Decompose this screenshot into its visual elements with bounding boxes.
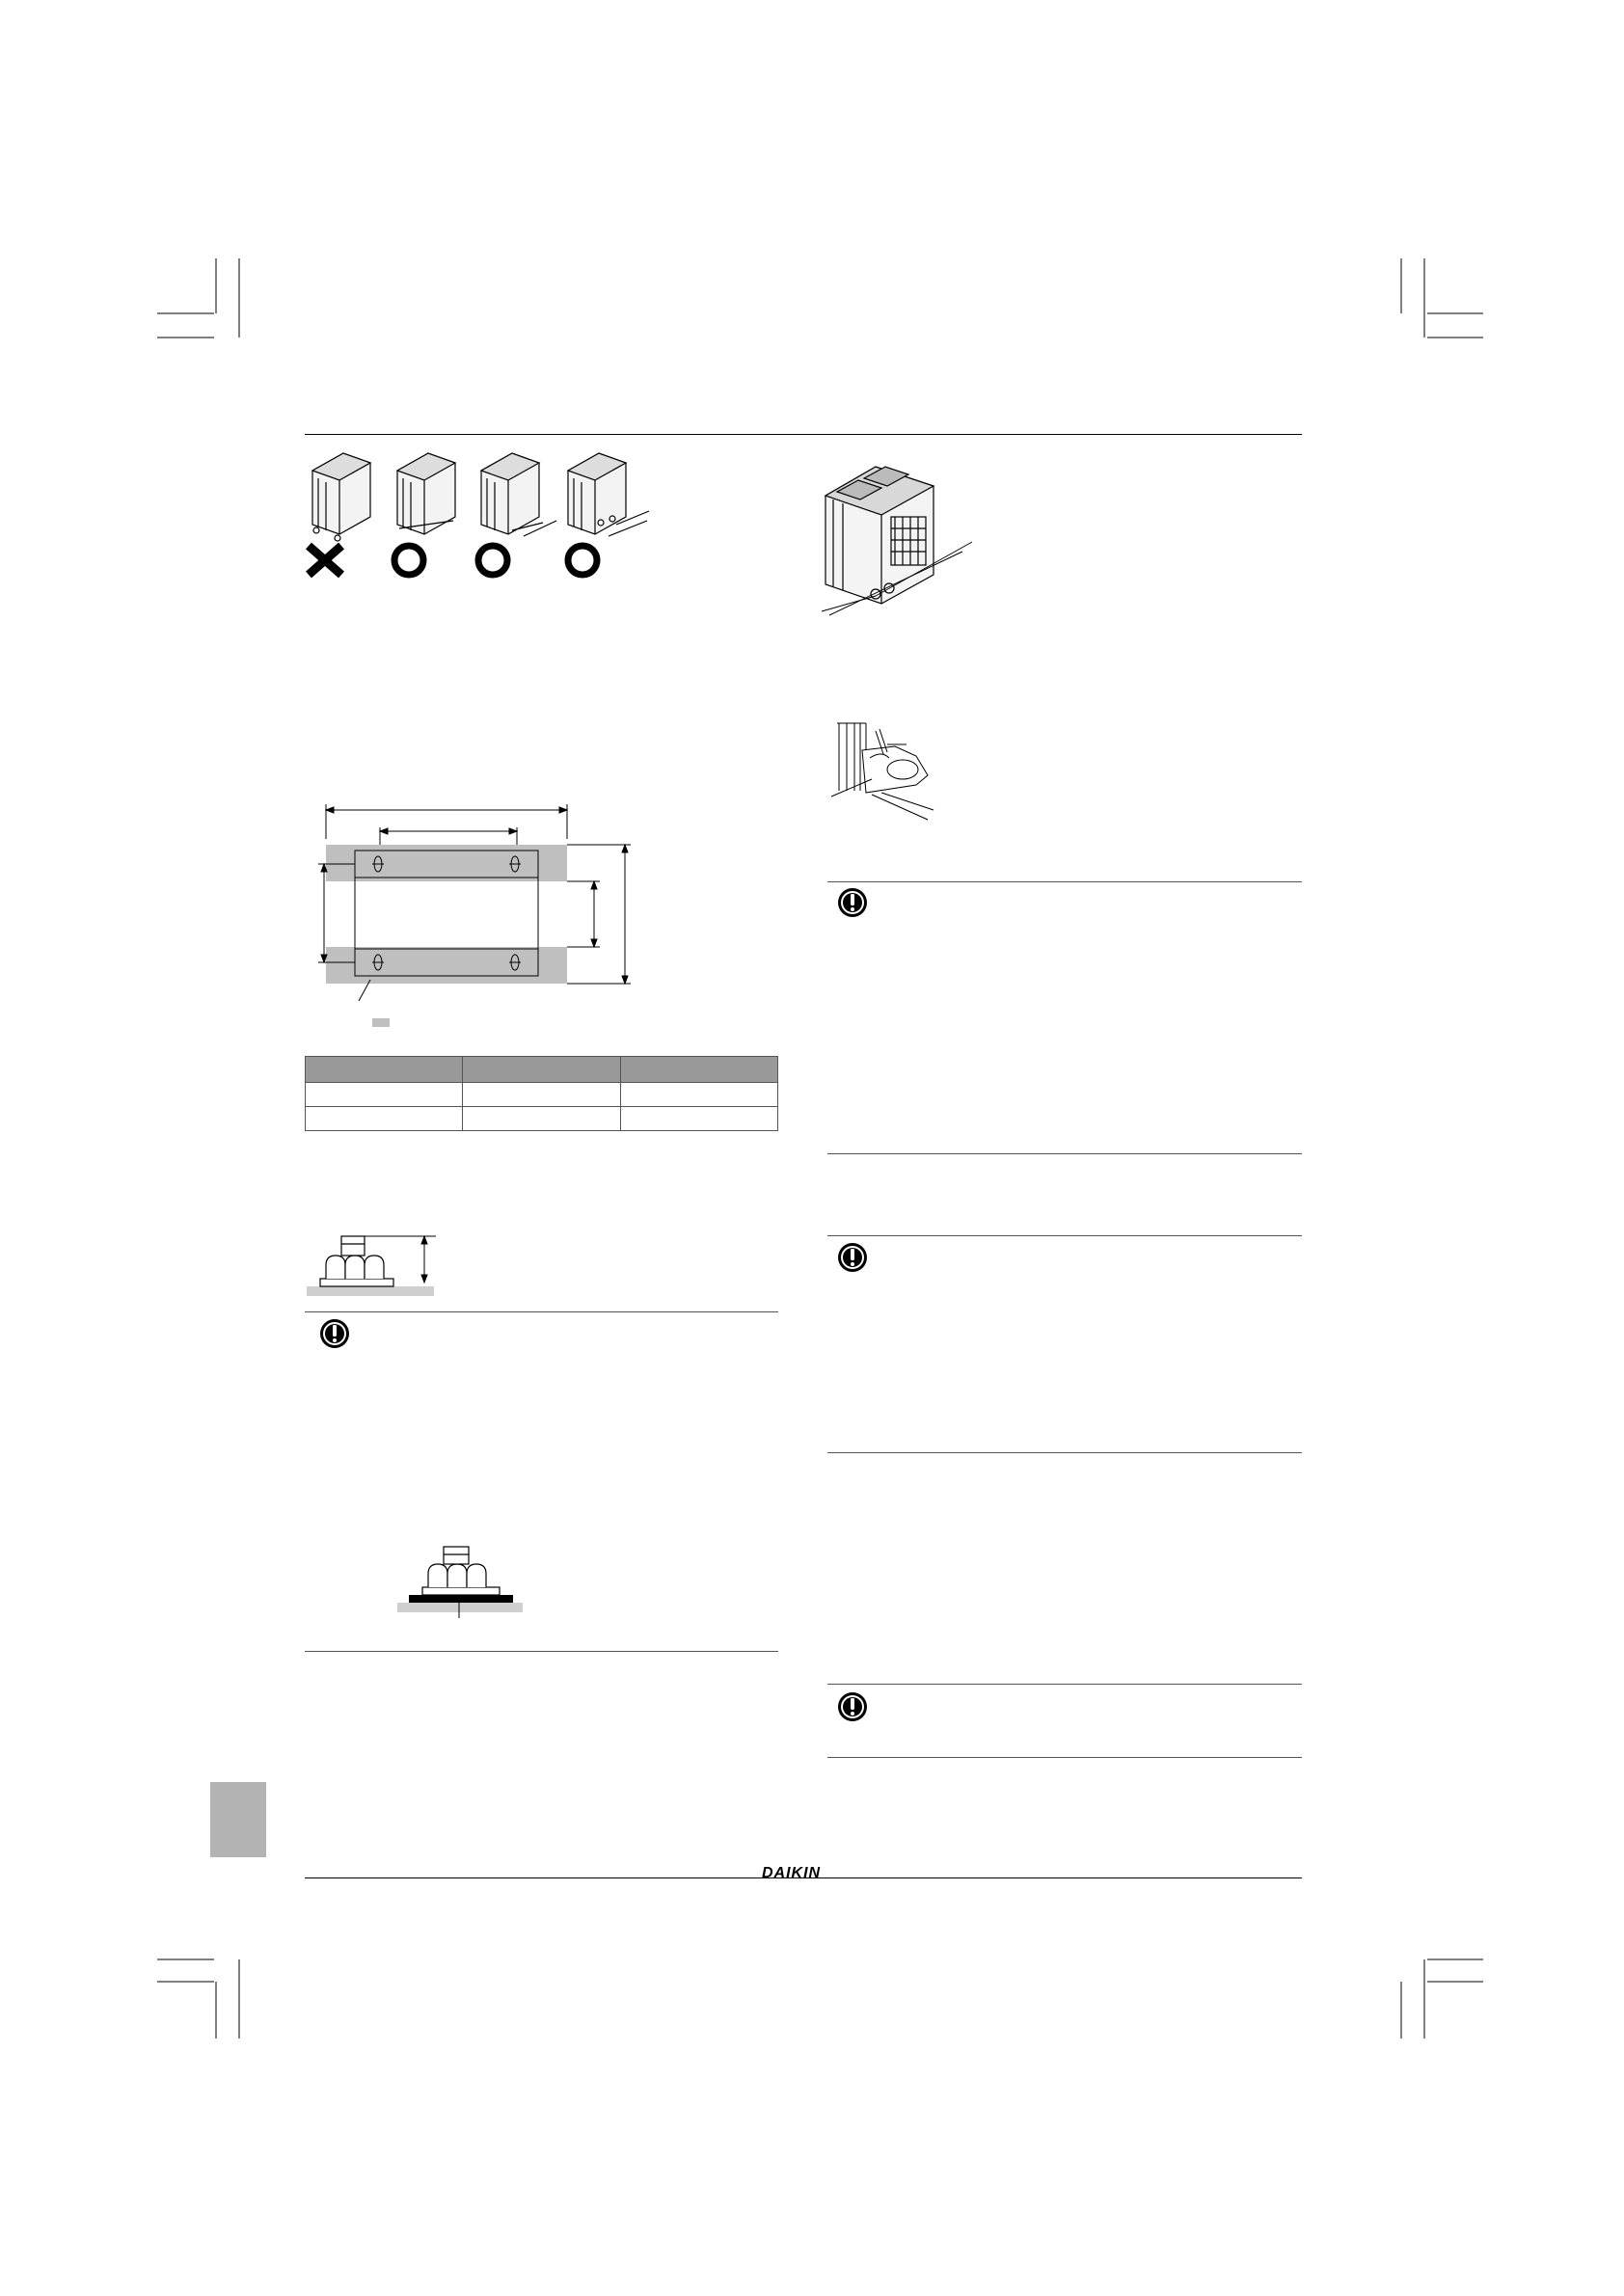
header-rule <box>305 434 1302 435</box>
important-icon <box>837 887 868 918</box>
section-rule <box>827 1684 1302 1685</box>
table-cell <box>306 1083 463 1107</box>
table-header-cell <box>306 1057 463 1083</box>
daikin-logo: DAIKIN <box>762 1865 822 1881</box>
section-rule <box>305 1311 778 1312</box>
installation-options-figure <box>305 442 652 606</box>
wrong-mark-icon <box>309 546 341 575</box>
table-header-row <box>306 1057 778 1083</box>
foundation-plan-diagram <box>305 791 652 1022</box>
table-cell <box>463 1083 620 1107</box>
correct-mark-icon <box>568 546 597 575</box>
correct-mark-icon <box>394 546 423 575</box>
outdoor-unit-figure <box>818 440 991 623</box>
pipe-routing-detail-figure <box>827 716 972 822</box>
correct-mark-icon <box>478 546 507 575</box>
section-rule <box>827 1757 1302 1758</box>
section-rule <box>827 881 1302 882</box>
unit-illustration-1 <box>312 453 370 541</box>
table-cell <box>463 1107 620 1131</box>
spec-table <box>305 1056 778 1131</box>
important-icon <box>837 1691 868 1722</box>
table-cell <box>620 1107 777 1131</box>
section-rule <box>827 1235 1302 1236</box>
chapter-tab <box>210 1782 266 1857</box>
important-icon <box>837 1242 868 1273</box>
table-row <box>306 1083 778 1107</box>
table-row <box>306 1107 778 1131</box>
section-rule <box>827 1452 1302 1453</box>
table-header-cell <box>463 1057 620 1083</box>
unit-illustration-3 <box>481 453 556 536</box>
table-header-cell <box>620 1057 777 1083</box>
section-rule <box>305 1651 778 1652</box>
unit-illustration-4 <box>568 453 649 536</box>
section-rule <box>827 1153 1302 1154</box>
legend-swatch <box>372 1018 390 1027</box>
table-cell <box>620 1083 777 1107</box>
anchor-bolt-height-figure <box>305 1223 449 1300</box>
anchor-nut-pad-figure <box>395 1541 540 1618</box>
important-icon <box>319 1318 350 1349</box>
unit-illustration-2 <box>397 453 455 534</box>
table-cell <box>306 1107 463 1131</box>
